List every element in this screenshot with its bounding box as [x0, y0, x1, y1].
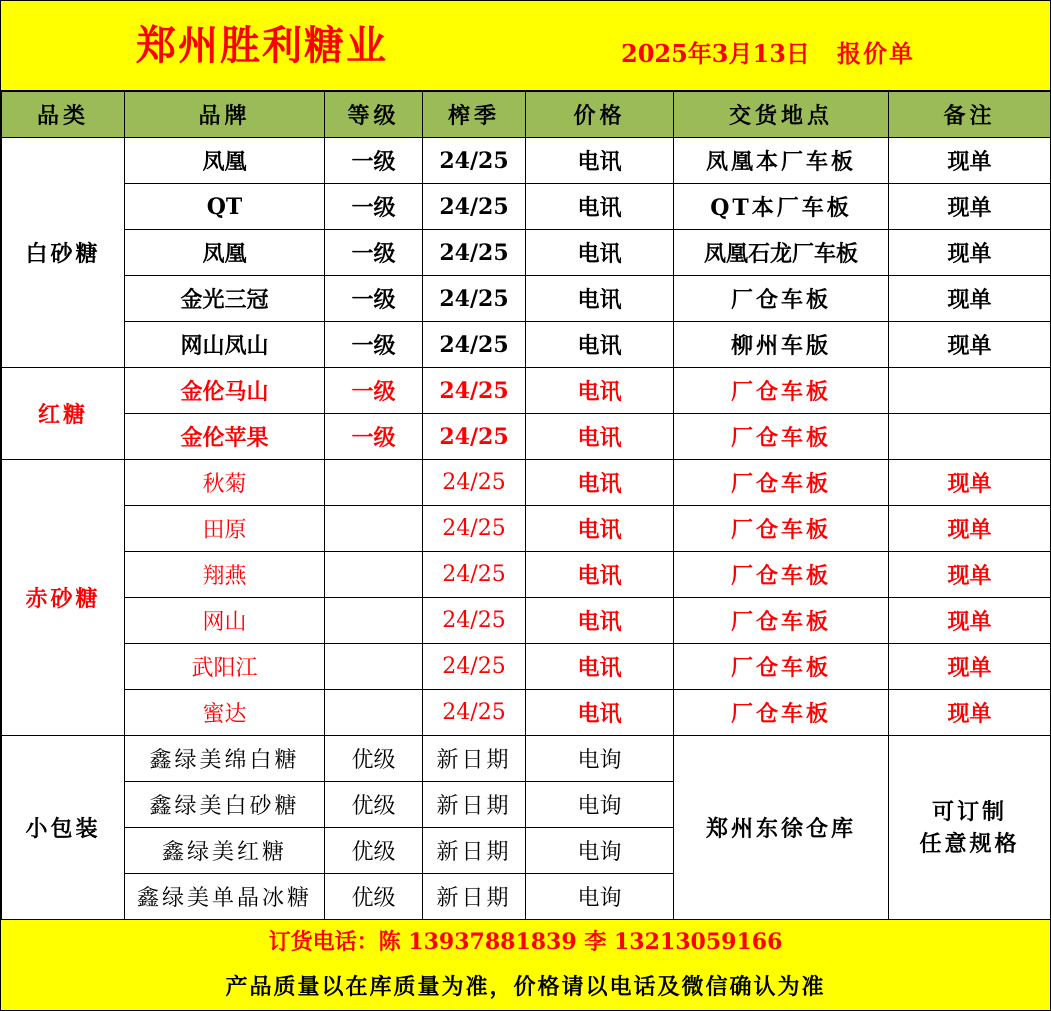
grade-cell [325, 598, 423, 644]
grade-cell [325, 644, 423, 690]
table-row [2, 644, 1051, 690]
brand-cell: 蜜达 [125, 690, 325, 736]
grade-cell: 一级 [325, 138, 423, 184]
price-cell: 电讯 [526, 552, 674, 598]
grade-cell: 优级 [325, 736, 423, 782]
season-cell: 24/25 [423, 138, 526, 184]
note-cell: 现单 [889, 506, 1051, 552]
brand-cell: 鑫绿美红糖 [125, 828, 325, 874]
price-cell: 电讯 [526, 184, 674, 230]
brand-cell: 鑫绿美白砂糖 [125, 782, 325, 828]
table-row [2, 414, 1051, 460]
grade-cell: 一级 [325, 414, 423, 460]
table-row [2, 552, 1051, 598]
category-cell: 小包装 [2, 736, 125, 920]
note-cell: 现单 [889, 690, 1051, 736]
season-cell: 24/25 [423, 276, 526, 322]
location-cell: 厂仓车板 [674, 644, 889, 690]
note-cell: 现单 [889, 184, 1051, 230]
price-cell: 电讯 [526, 414, 674, 460]
note-line: 任意规格 [919, 830, 1020, 857]
grade-cell: 优级 [325, 874, 423, 920]
location-cell: 厂仓车板 [674, 690, 889, 736]
location-cell: 凤凰石龙厂车板 [674, 230, 889, 276]
order-contact: 订货电话：陈 13937881839 李 13213059166 [1, 919, 1050, 966]
col-header-location: 交货地点 [674, 92, 889, 138]
note-cell: 现单 [889, 230, 1051, 276]
season-cell: 24/25 [423, 506, 526, 552]
col-header-season: 榨季 [423, 92, 526, 138]
brand-cell: 凤凰 [125, 230, 325, 276]
note-cell: 现单 [889, 644, 1051, 690]
brand-cell: 秋菊 [125, 460, 325, 506]
category-cell: 赤砂糖 [2, 460, 125, 736]
table-row [2, 276, 1051, 322]
location-cell: 厂仓车板 [674, 414, 889, 460]
brand-cell: 金伦苹果 [125, 414, 325, 460]
season-cell: 24/25 [423, 552, 526, 598]
note-cell: 现单 [889, 276, 1051, 322]
grade-cell [325, 506, 423, 552]
price-cell: 电询 [526, 736, 674, 782]
price-cell: 电询 [526, 828, 674, 874]
grade-cell [325, 690, 423, 736]
brand-cell: QT [125, 184, 325, 230]
brand-cell: 翔燕 [125, 552, 325, 598]
company-name: 郑州胜利糖业 [136, 22, 388, 69]
brand-cell: 武阳江 [125, 644, 325, 690]
table-row [2, 690, 1051, 736]
note-cell: 现单 [889, 460, 1051, 506]
location-cell: 厂仓车板 [674, 598, 889, 644]
price-cell: 电讯 [526, 368, 674, 414]
table-row [2, 460, 1051, 506]
price-cell: 电询 [526, 782, 674, 828]
season-cell: 24/25 [423, 460, 526, 506]
location-cell: QT本厂车板 [674, 184, 889, 230]
table-row [2, 368, 1051, 414]
season-cell: 新日期 [423, 828, 526, 874]
price-cell: 电讯 [526, 276, 674, 322]
price-cell: 电讯 [526, 598, 674, 644]
title-banner [1, 1, 1050, 91]
brand-cell: 网山凤山 [125, 322, 325, 368]
grade-cell: 一级 [325, 322, 423, 368]
season-cell: 新日期 [423, 736, 526, 782]
price-cell: 电讯 [526, 506, 674, 552]
col-header-note: 备注 [889, 92, 1051, 138]
season-cell: 24/25 [423, 598, 526, 644]
quote-date: 2025年3月13日 [621, 39, 810, 68]
grade-cell [325, 460, 423, 506]
location-cell: 厂仓车板 [674, 276, 889, 322]
disclaimer: 产品质量以在库质量为准，价格请以电话及微信确认为准 [1, 965, 1050, 1010]
location-cell: 凤凰本厂车板 [674, 138, 889, 184]
col-header-grade: 等级 [325, 92, 423, 138]
brand-cell: 金伦马山 [125, 368, 325, 414]
note-cell: 现单 [889, 138, 1051, 184]
table-header-row [2, 92, 1051, 138]
table-row [2, 506, 1051, 552]
price-cell: 电讯 [526, 138, 674, 184]
table-row [2, 230, 1051, 276]
season-cell: 24/25 [423, 230, 526, 276]
table-row [2, 322, 1051, 368]
brand-cell: 金光三冠 [125, 276, 325, 322]
season-cell: 新日期 [423, 782, 526, 828]
price-table [1, 91, 1051, 920]
grade-cell [325, 552, 423, 598]
price-cell: 电讯 [526, 460, 674, 506]
table-row [2, 736, 1051, 782]
season-cell: 24/25 [423, 184, 526, 230]
location-cell: 厂仓车板 [674, 368, 889, 414]
note-line: 可订制 [931, 798, 1007, 825]
col-header-brand: 品牌 [125, 92, 325, 138]
season-cell: 24/25 [423, 322, 526, 368]
category-cell: 白砂糖 [2, 138, 125, 368]
location-cell: 厂仓车板 [674, 552, 889, 598]
location-cell: 柳州车版 [674, 322, 889, 368]
grade-cell: 一级 [325, 368, 423, 414]
location-cell: 厂仓车板 [674, 460, 889, 506]
price-cell: 电讯 [526, 690, 674, 736]
note-cell [889, 736, 1051, 920]
season-cell: 24/25 [423, 644, 526, 690]
document-type: 报价单 [837, 39, 915, 68]
col-header-price: 价格 [526, 92, 674, 138]
price-cell: 电讯 [526, 322, 674, 368]
note-cell: 现单 [889, 322, 1051, 368]
category-cell: 红糖 [2, 368, 125, 460]
grade-cell: 优级 [325, 828, 423, 874]
season-cell: 24/25 [423, 414, 526, 460]
season-cell: 24/25 [423, 368, 526, 414]
grade-cell: 一级 [325, 276, 423, 322]
table-row [2, 184, 1051, 230]
brand-cell: 鑫绿美绵白糖 [125, 736, 325, 782]
note-cell [889, 414, 1051, 460]
season-cell: 新日期 [423, 874, 526, 920]
table-row [2, 598, 1051, 644]
brand-cell: 凤凰 [125, 138, 325, 184]
grade-cell: 优级 [325, 782, 423, 828]
note-cell: 现单 [889, 552, 1051, 598]
table-row [2, 138, 1051, 184]
brand-cell: 网山 [125, 598, 325, 644]
note-cell: 现单 [889, 598, 1051, 644]
note-cell [889, 368, 1051, 414]
price-cell: 电讯 [526, 644, 674, 690]
brand-cell: 鑫绿美单晶冰糖 [125, 874, 325, 920]
col-header-category: 品类 [2, 92, 125, 138]
grade-cell: 一级 [325, 184, 423, 230]
location-cell: 郑州东徐仓库 [674, 736, 889, 920]
price-cell: 电询 [526, 874, 674, 920]
grade-cell: 一级 [325, 230, 423, 276]
price-cell: 电讯 [526, 230, 674, 276]
season-cell: 24/25 [423, 690, 526, 736]
brand-cell: 田原 [125, 506, 325, 552]
location-cell: 厂仓车板 [674, 506, 889, 552]
